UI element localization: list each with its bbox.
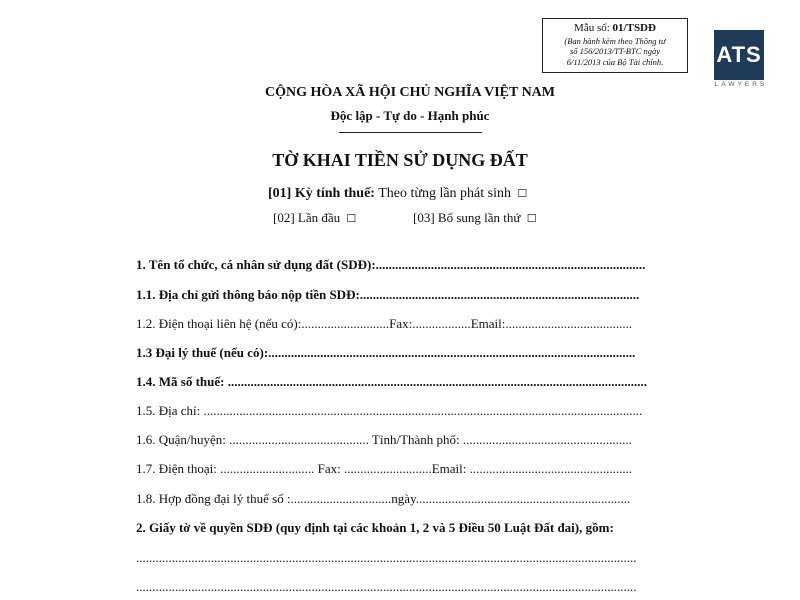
field-notice-address[interactable]: 1.1. Địa chỉ gửi thông báo nộp tiền SDĐ:...................................................................................... xyxy=(136,287,640,302)
form-code-line xyxy=(543,22,687,36)
form-code-prefix: Mẫu số: xyxy=(574,22,613,34)
tax-period-label: [01] Kỳ tính thuế: xyxy=(268,186,375,201)
field-tax-agent[interactable]: 1.3 Đại lý thuế (nếu có):................................................................................................................. xyxy=(136,345,636,360)
form-note-line-1: (Ban hành kèm theo Thông tư xyxy=(564,35,666,46)
country-heading: CỘNG HÒA XÃ HỘI CHỦ NGHĨA VIỆT NAM xyxy=(264,85,555,100)
form-code: 01/TSDĐ xyxy=(612,22,656,34)
form-note-line-2: số 156/2013/TT-BTC ngày xyxy=(569,46,661,57)
first-time-checkbox[interactable]: ☐ xyxy=(346,213,357,225)
logo-mark: ATS xyxy=(714,30,764,80)
supplement-label: [03] Bổ sung lần thứ xyxy=(413,210,521,225)
field-contact-phone[interactable]: 1.2. Điện thoại liên hệ (nếu có):...........................Fax:..................Email:....................................... xyxy=(136,316,633,331)
tax-period-value: Theo từng lần phát sinh xyxy=(374,186,511,201)
field-phone-fax-email[interactable]: 1.7. Điện thoại: ............................. Fax: ...........................Email: .................................................. xyxy=(136,461,633,476)
motto: Độc lập - Tự do - Hạnh phúc xyxy=(330,108,490,123)
logo-subtitle: LAWYERS xyxy=(714,81,768,88)
field-land-documents: 2. Giấy tờ về quyền SDĐ (quy định tại các khoản 1, 2 và 5 Điều 50 Luật Đất đai), gồm: xyxy=(136,520,614,535)
first-time-label: [02] Lần đầu xyxy=(273,210,341,225)
supplement-checkbox[interactable]: ☐ xyxy=(526,213,537,225)
form-note-line-3: 6/11/2013 của Bộ Tài chính. xyxy=(566,57,664,67)
first-time-option xyxy=(273,210,356,226)
field-district-province[interactable]: 1.6. Quận/huyện: ........................................... Tỉnh/Thành phố: .................................................... xyxy=(136,432,632,447)
ats-logo xyxy=(714,30,768,88)
field-agent-contract[interactable]: 1.8. Hợp đồng đại lý thuế số :...............................ngày.................................................................. xyxy=(136,491,631,506)
form-code-box xyxy=(542,18,688,73)
field-address[interactable]: 1.5. Địa chỉ: ....................................................................................................................................... xyxy=(136,403,643,418)
field-documents-line-2[interactable]: .......................................................................................................................................................... xyxy=(136,579,637,594)
tax-period-line xyxy=(268,186,527,202)
field-land-user-name[interactable]: 1. Tên tổ chức, cá nhân sử dụng đất (SDĐ):................................................................................... xyxy=(136,257,646,272)
motto-underline xyxy=(339,132,482,133)
tax-period-checkbox[interactable]: ☐ xyxy=(517,188,528,200)
supplement-option xyxy=(413,210,537,226)
field-tax-code[interactable]: 1.4. Mã số thuế: ................................................................................................................................. xyxy=(136,374,647,389)
document-title: TỜ KHAI TIỀN SỬ DỤNG ĐẤT xyxy=(272,150,528,170)
field-documents-line-1[interactable]: .......................................................................................................................................................... xyxy=(136,550,637,565)
